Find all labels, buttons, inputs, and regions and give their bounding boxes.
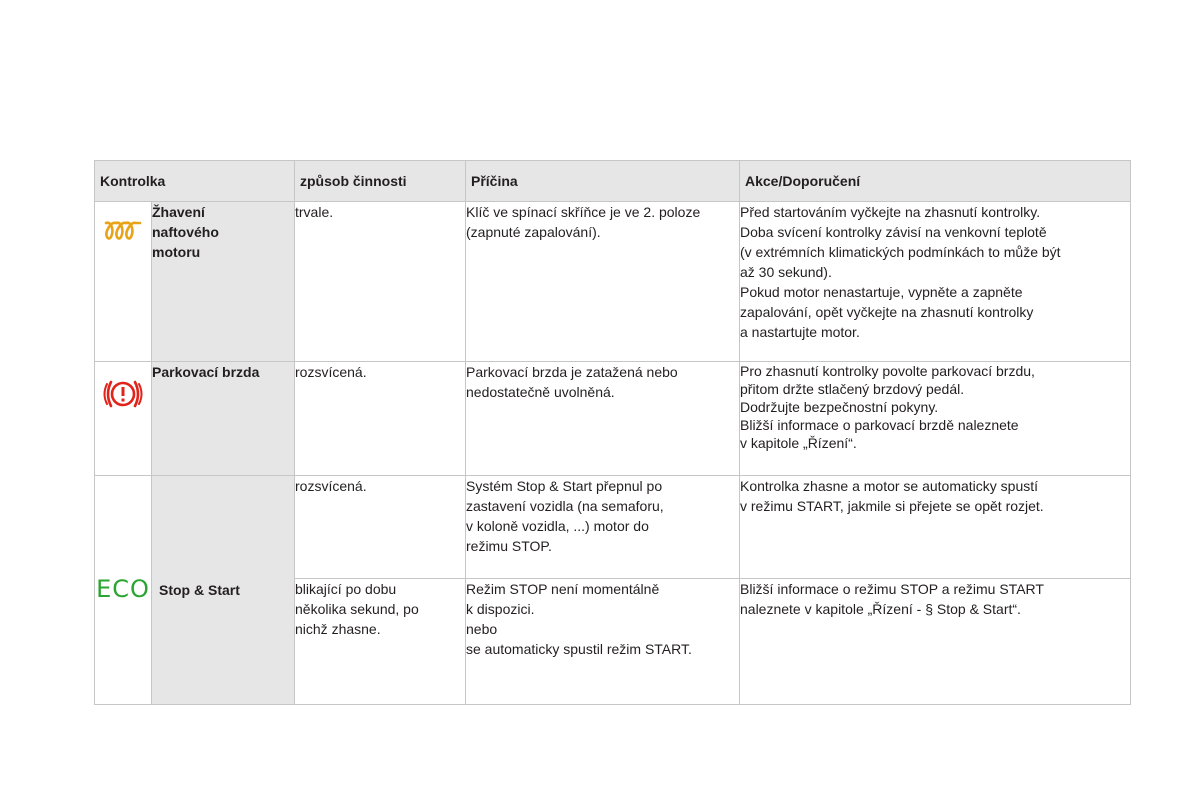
preheat-cause xyxy=(466,202,740,362)
preheat-cause-line: (zapnuté zapalování). xyxy=(466,224,601,240)
stopstart-state-line: blikající po dobu xyxy=(295,581,397,597)
brake-name-line: Parkovací brzda xyxy=(152,364,260,380)
stopstart-state-line: nichž zhasne. xyxy=(295,621,381,637)
stopstart-action-line: v režimu START, jakmile si přejete se opět rozjet. xyxy=(740,498,1044,514)
brake-state xyxy=(295,362,466,476)
preheat-name-line: Žhavení xyxy=(152,204,205,220)
header-mode: způsob činnosti xyxy=(295,161,466,202)
brake-cause xyxy=(466,362,740,476)
preheat-name xyxy=(152,202,295,362)
preheat-cause-line: Klíč ve spínací skříňce je ve 2. poloze xyxy=(466,204,701,220)
preheat-action-line: zapalování, opět vyčkejte na zhasnutí kontrolky xyxy=(740,304,1034,320)
header-action: Akce/Doporučení xyxy=(740,161,1131,202)
stopstart-name-line: Stop & Start xyxy=(159,582,240,598)
preheat-state xyxy=(295,202,466,362)
preheat-action-line: (v extrémních klimatických podmínkách to může být xyxy=(740,244,1061,260)
stopstart-cause-line: režimu STOP. xyxy=(466,538,552,554)
brake-icon-cell xyxy=(95,362,152,476)
stopstart-state-line: několika sekund, po xyxy=(295,601,419,617)
preheat-action-line: až 30 sekund). xyxy=(740,264,832,280)
stopstart-action-2 xyxy=(740,579,1131,705)
stopstart-cause-line: k dispozici. xyxy=(466,601,535,617)
stopstart-cause-line: se automaticky spustil režim START. xyxy=(466,641,692,657)
header-kontrolka: Kontrolka xyxy=(95,161,295,202)
preheat-action xyxy=(740,202,1131,362)
stopstart-cause-line: nebo xyxy=(466,621,498,637)
stopstart-name xyxy=(152,476,295,705)
preheat-state-line: trvale. xyxy=(295,204,334,220)
parking-brake-icon xyxy=(95,377,151,411)
stopstart-cause-1 xyxy=(466,476,740,579)
stopstart-cause-line: Systém Stop & Start přepnul po xyxy=(466,478,663,494)
stopstart-state-line: rozsvícená. xyxy=(295,478,367,494)
warning-lights-table xyxy=(94,160,1131,705)
preheat-name-line: motoru xyxy=(152,244,201,260)
preheat-action-line: a nastartujte motor. xyxy=(740,324,860,340)
table-row xyxy=(95,362,1131,476)
eco-icon-cell xyxy=(95,476,152,705)
stopstart-cause-2 xyxy=(466,579,740,705)
table-row xyxy=(95,202,1131,362)
brake-action xyxy=(740,362,1131,476)
eco-icon: ECO xyxy=(96,574,150,603)
brake-action-line: Pro zhasnutí kontrolky povolte parkovací brzdu, xyxy=(740,363,1035,379)
stopstart-cause-line: v koloně vozidla, ...) motor do xyxy=(466,518,649,534)
stopstart-action-1 xyxy=(740,476,1131,579)
brake-action-line: v kapitole „Řízení“. xyxy=(740,435,857,451)
brake-name xyxy=(152,362,295,476)
stopstart-action-line: naleznete v kapitole „Řízení - § Stop & Start“. xyxy=(740,601,1021,617)
brake-state-line: rozsvícená. xyxy=(295,364,367,380)
brake-cause-line: nedostatečně uvolněná. xyxy=(466,384,615,400)
preheat-coil-icon xyxy=(95,219,151,241)
table-row xyxy=(95,476,1131,579)
preheat-name-line: naftového xyxy=(152,224,219,240)
stopstart-action-line: Kontrolka zhasne a motor se automaticky spustí xyxy=(740,478,1039,494)
stopstart-cause-line: zastavení vozidla (na semaforu, xyxy=(466,498,664,514)
preheat-icon-cell xyxy=(95,202,152,362)
stopstart-cause-line: Režim STOP není momentálně xyxy=(466,581,660,597)
header-row xyxy=(95,161,1131,202)
brake-cause-line: Parkovací brzda je zatažená nebo xyxy=(466,364,678,380)
brake-action-line: Bližší informace o parkovací brzdě naleznete xyxy=(740,417,1019,433)
header-cause: Příčina xyxy=(466,161,740,202)
preheat-action-line: Doba svícení kontrolky závisí na venkovní teplotě xyxy=(740,224,1047,240)
stopstart-state-2 xyxy=(295,579,466,705)
preheat-action-line: Před startováním vyčkejte na zhasnutí kontrolky. xyxy=(740,204,1041,220)
stopstart-action-line: Bližší informace o režimu STOP a režimu START xyxy=(740,581,1044,597)
preheat-action-line: Pokud motor nenastartuje, vypněte a zapněte xyxy=(740,284,1023,300)
stopstart-state-1 xyxy=(295,476,466,579)
brake-action-line: Dodržujte bezpečnostní pokyny. xyxy=(740,399,939,415)
brake-action-line: přitom držte stlačený brzdový pedál. xyxy=(740,381,965,397)
